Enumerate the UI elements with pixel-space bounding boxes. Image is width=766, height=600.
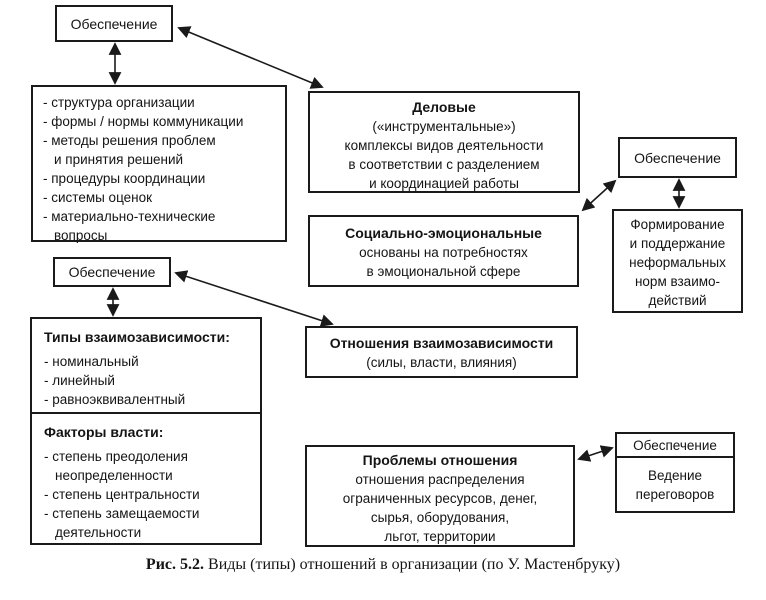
social-emotional-box (308, 215, 579, 287)
box-line: Ведение (647, 468, 703, 483)
box-line: и поддержание (629, 236, 726, 251)
list-line: и принятия решений (54, 152, 184, 167)
section-heading: Факторы власти: (44, 424, 164, 440)
list-line: - системы оценок (43, 190, 153, 205)
arrow-support-top-business (179, 28, 322, 87)
structure-list-box (31, 85, 287, 242)
list-line: деятельности (55, 525, 142, 540)
box-title: Деловые (412, 99, 476, 115)
box-line: в эмоциональной сфере (366, 264, 521, 279)
list-line: вопросы (54, 228, 108, 243)
box-line: действий (648, 293, 707, 308)
box-line: отношения распределения (355, 472, 525, 487)
box-title: Проблемы отношения (362, 452, 518, 468)
types-and-power-box (30, 317, 262, 545)
list-line: - линейный (44, 373, 115, 388)
power-factors-section (32, 414, 260, 542)
box-title: Социально-эмоциональные (345, 225, 542, 241)
box-line: Формирование (630, 217, 725, 232)
support-box-top (55, 5, 173, 42)
interdependence-relations-box (305, 326, 578, 378)
support-box-left (53, 257, 171, 287)
support-box-bottom (615, 432, 735, 458)
list-line: неопределенности (55, 468, 173, 483)
box-line: льгот, территории (384, 529, 496, 544)
box-line: и координацией работы (369, 176, 519, 191)
list-line: - материально-технические (43, 209, 216, 224)
box-subtitle: (силы, власти, влияния) (366, 355, 517, 370)
box-line: переговоров (635, 487, 715, 502)
list-line: - формы / нормы коммуникации (43, 114, 244, 129)
support-label: Обеспечение (68, 264, 156, 280)
relation-problems-box (305, 445, 575, 547)
box-line: норм взаимо- (634, 274, 721, 289)
box-line: ограниченных ресурсов, денег, (342, 491, 538, 506)
box-line: сырья, оборудования, (370, 510, 510, 525)
section-heading: Типы взаимозависимости: (44, 329, 230, 345)
box-line: неформальных (629, 255, 726, 270)
list-line: - структура организации (43, 95, 195, 110)
business-relations-box (308, 91, 580, 193)
arrow-problems-support-bottom (579, 448, 612, 459)
box-line: комплексы видов деятельности (344, 138, 544, 153)
informal-norms-box (612, 209, 743, 313)
box-title: Отношения взаимозависимости (329, 335, 554, 351)
caption-text: Виды (типы) отношений в организации (по У. Мастенбруку) (208, 556, 621, 573)
support-label: Обеспечение (634, 149, 721, 166)
figure-caption (0, 556, 766, 574)
box-line: («инструментальные») (372, 119, 516, 134)
list-line: - номинальный (44, 354, 139, 369)
caption-number: Рис. 5.2. (145, 556, 205, 573)
negotiations-box (615, 456, 735, 513)
list-line: - процедуры координации (43, 171, 206, 186)
arrow-social-support-right (583, 181, 615, 210)
list-line: - методы решения проблем (43, 133, 216, 148)
list-line: - равноэквивалентный (44, 392, 186, 407)
list-line: - степень центральности (44, 487, 200, 502)
support-label: Обеспечение (70, 15, 158, 32)
box-line: в соответствии с разделением (348, 157, 540, 172)
support-box-right (618, 137, 737, 178)
list-line: - степень преодоления (44, 449, 188, 464)
support-label: Обеспечение (633, 437, 717, 453)
box-line: основаны на потребностях (359, 245, 528, 260)
list-line: - степень замещаемости (44, 506, 200, 521)
interdependence-types-section (32, 319, 260, 414)
